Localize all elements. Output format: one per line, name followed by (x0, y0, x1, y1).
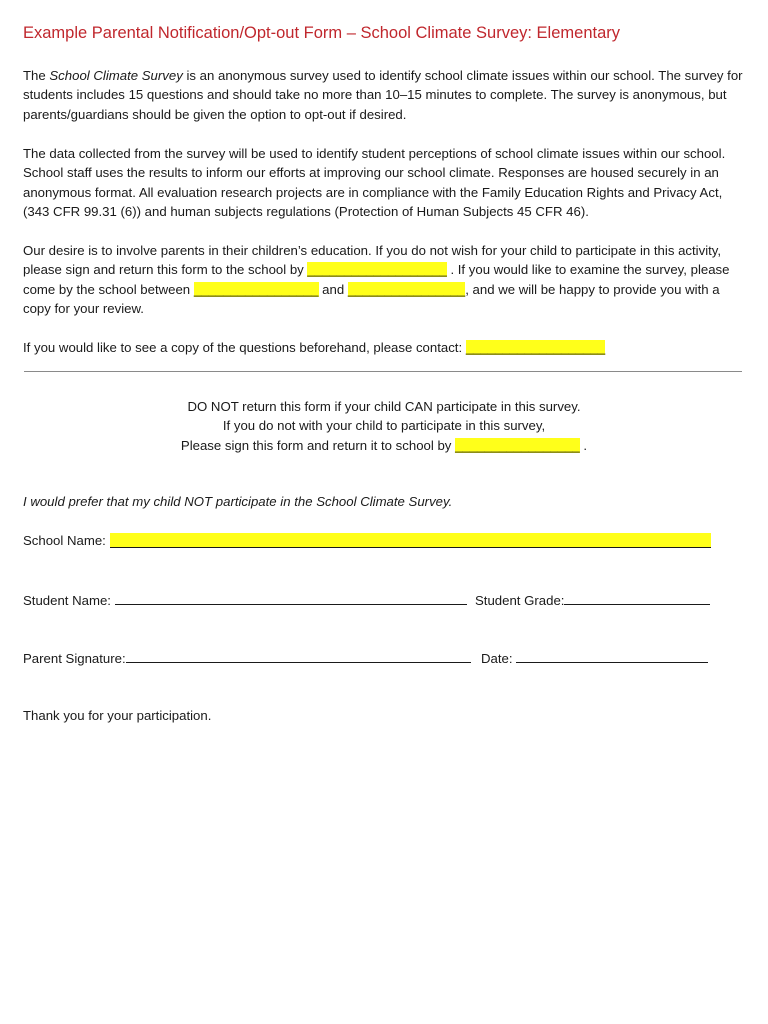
parent-signature-label: Parent Signature: (23, 651, 126, 666)
notice-line-2: If you do not with your child to participate in this survey, (222, 418, 546, 434)
involvement-text-2: . If you would like to examine the survey, please come by the school between (23, 262, 730, 297)
notice-line-3-text: Please sign this form and return it to school by (180, 437, 456, 453)
student-name-row (23, 592, 467, 608)
student-grade-row (475, 592, 710, 608)
contact-paragraph (23, 338, 745, 357)
notice-line-1: DO NOT return this form if your child CAN participate in this survey. (187, 399, 581, 414)
involvement-text-4: , and we will be happy to provide you with a copy for your review. (23, 281, 720, 317)
school-name-label: School Name: (23, 533, 110, 548)
time-end-blank[interactable]: ________________ (347, 281, 466, 297)
student-grade-field[interactable] (564, 592, 710, 605)
intro-lead: The (23, 68, 50, 83)
return-date-blank[interactable]: ___________________ (307, 262, 447, 278)
notice-line-3-end: . (579, 437, 588, 453)
school-name-field[interactable] (110, 533, 711, 548)
data-usage-paragraph: The data collected from the survey will be used to identify student perceptions of school climate issues within our school. School staff uses the results to inform our efforts at improving our school climate. Responses are housed securely in an anonymous format. All evaluation research projects are in compliance with the Family Education Rights and Privacy Act, (343 CFR 99.31 (6)) and human subjects regulations (Protection of Human Subjects 45 CFR 46). (23, 146, 726, 220)
intro-paragraph (23, 66, 745, 124)
parent-signature-row (23, 650, 471, 666)
section-divider (24, 371, 742, 372)
date-row (481, 650, 708, 666)
opt-out-part-2: participate in the School Climate Survey. (212, 494, 453, 509)
opt-out-not: NOT (184, 494, 213, 509)
intro-rest: is an anonymous survey used to identify school climate issues within our school. The survey for students includes 15 questions and should take no more than 10–15 minutes to complete. The survey is anonymous, but parents/guardians should be given the option to opt-out if desired. (23, 68, 743, 122)
opt-out-part-1: I would prefer that my child (23, 494, 185, 509)
notice-line-3 (0, 436, 768, 455)
school-name-row (23, 533, 711, 548)
student-grade-label: Student Grade: (475, 593, 565, 608)
contact-text: If you would like to see a copy of the questions beforehand, please contact: (23, 340, 466, 355)
student-name-field[interactable] (115, 592, 467, 605)
return-notice (0, 397, 768, 455)
student-name-label: Student Name: (23, 593, 115, 608)
closing-text: Thank you for your participation. (23, 708, 212, 723)
survey-name: School Climate Survey (49, 68, 183, 83)
time-start-blank[interactable]: _________________ (193, 281, 319, 297)
opt-out-statement (23, 494, 452, 509)
parent-signature-field[interactable] (126, 650, 471, 663)
notice-return-date-blank[interactable]: _________________ (455, 437, 580, 453)
involvement-text-1: Our desire is to involve parents in their children’s education. If you do not wish for your child to participate in this activity, please sign and return this form to the school by (23, 243, 722, 278)
date-label: Date: (481, 651, 517, 666)
involvement-paragraph (23, 241, 745, 319)
contact-blank[interactable]: ___________________ (465, 340, 606, 355)
form-title: Example Parental Notification/Opt-out Form – School Climate Survey: Elementary (23, 24, 620, 42)
involvement-text-3: and (318, 281, 348, 297)
date-field[interactable] (516, 650, 708, 663)
